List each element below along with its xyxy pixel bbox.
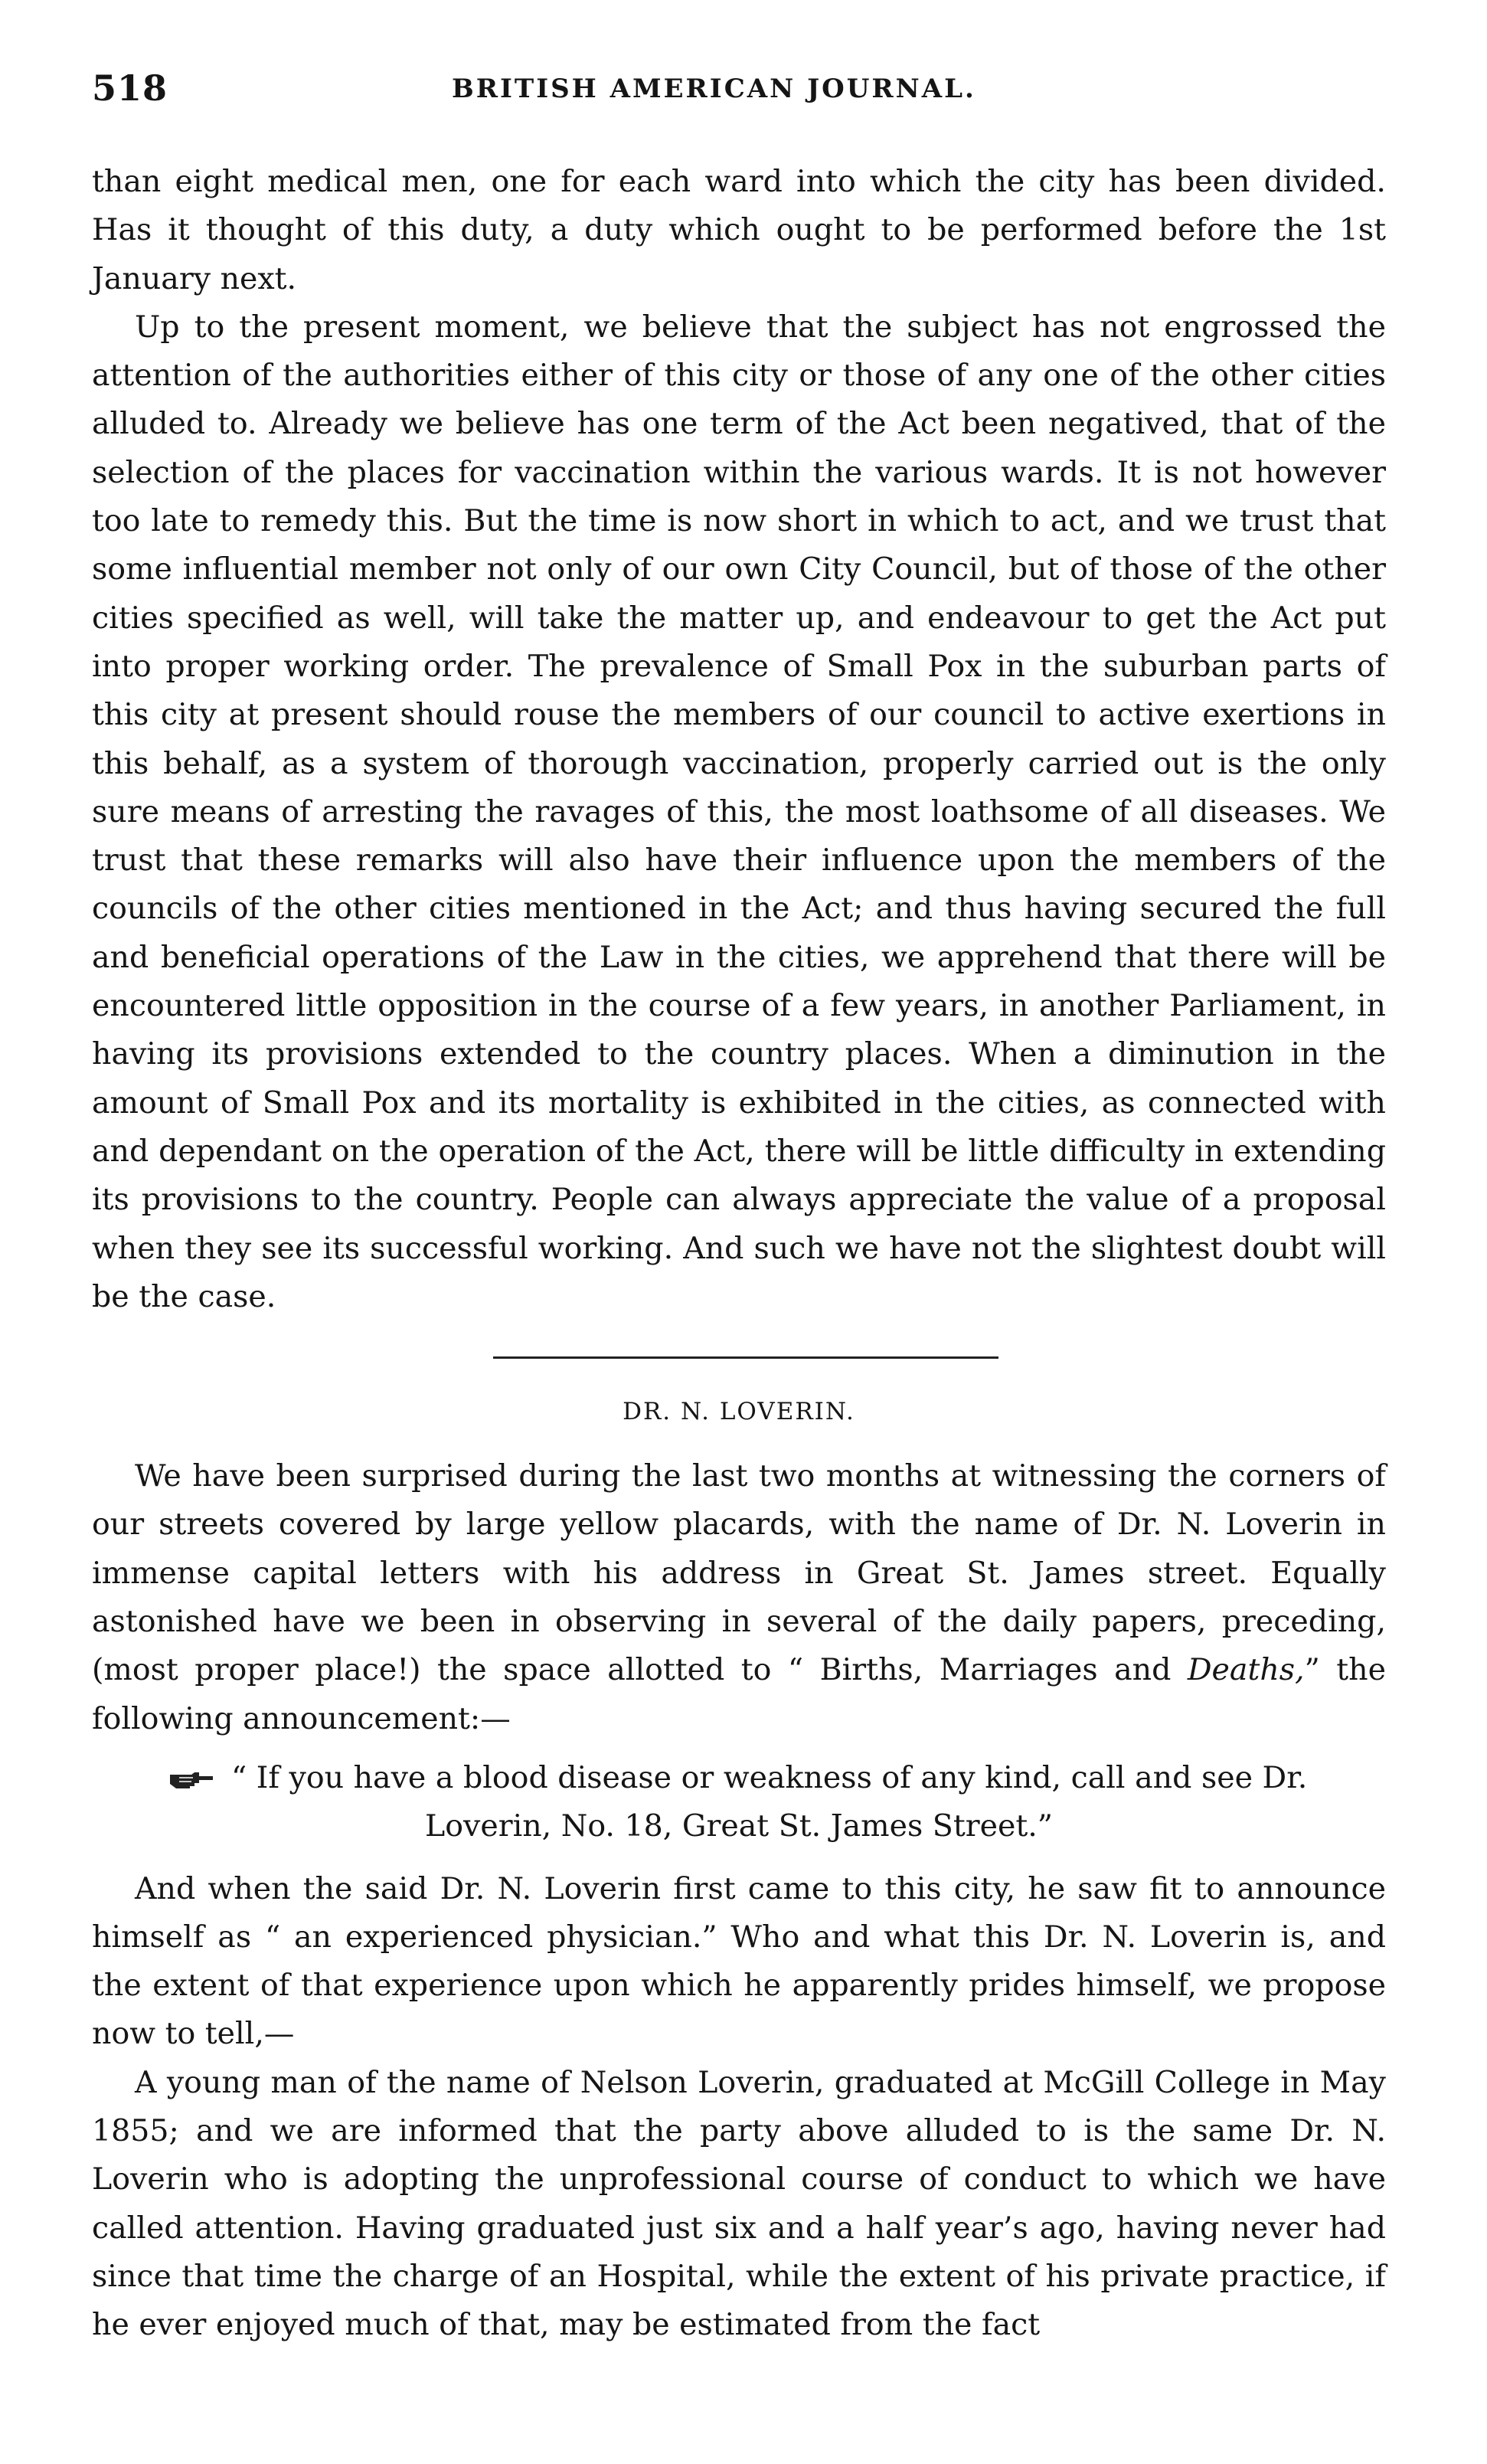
page-number: 518: [92, 67, 168, 109]
announcement-line-2: Loverin, No. 18, Great St. James Street.”: [425, 1808, 1053, 1844]
announcement-line-1-wrap: [123, 1754, 1355, 1802]
section-paragraph-2: And when the said Dr. N. Loverin first came to this city, he saw fit to announce himself as “ an experienced physician.” Who and what this Dr. N. Loverin is, and the extent of that experience upon which he apparently prides himself, we propose now to tell,—: [92, 1870, 1386, 2052]
section-paragraph-1-tail: ” the following announcement:—: [92, 1652, 1386, 1736]
journal-title: BRITISH AMERICAN JOURNAL.: [452, 74, 976, 104]
continuation-paragraph-2: Up to the present moment, we believe that the subject has not engrossed the attention of the authorities either of this city or those of any one of the other cities alluded to. Already we believe has one term of the Act been negatived, that of the selection of the places for vaccination within the various wards. It is not however too late to remedy this. But the time is now short in which to act, and we trust that some influential member not only of our own City Council, but of those of the other cities specified as well, will take the matter up, and endeavour to get the Act put into proper working order. The prevalence of Small Pox in the suburban parts of this city at present should rouse the members of our council to active exertions in this behalf, as a system of thorough vaccination, properly carried out is the only sure means of arresting the ravages of this, the most loathsome of all diseases. We trust that these remarks will also have their influence upon the members of the councils of the other cities mentioned in the Act; and thus having secured the full and beneficial operations of the Law in the cities, we apprehend that there will be encountered little opposition in the course of a few years, in another Parliament, in having its provisions extended to the country places. When a diminution in the amount of Small Pox and its mortality is exhibited in the cities, as connected with and dependant on the operation of the Act, there will be little difficulty in extending its provisions to the country. People can always appreciate the value of a proposal when they see its successful working. And such we have not the slightest doubt will be the case.: [92, 309, 1386, 1314]
announcement-line-1: “ If you have a blood disease or weakness of any kind, call and see Dr.: [231, 1759, 1308, 1795]
pointing-hand-icon: [168, 1770, 214, 1790]
section-heading: DR. N. LOVERIN.: [623, 1398, 855, 1426]
running-head: [92, 67, 1386, 113]
continuation-paragraph-1: than eight medical men, one for each ward into which the city has been divided. Has it thought of this duty, a duty which ought to be performed before the 1st January next.: [92, 164, 1386, 296]
article-body: [92, 158, 1386, 2349]
announcement-quote: [92, 1754, 1386, 1851]
section-paragraph-1: [92, 1452, 1386, 1743]
section-paragraph-3: A young man of the name of Nelson Loverin, graduated at McGill College in May 1855; and we are informed that the party above alluded to is the same Dr. N. Loverin who is adopting the unprofessional course of conduct to which we have called attention. Having graduated just six and a half year’s ago, having never had since that time the charge of an Hospital, while the extent of his private practice, if he ever enjoyed much of that, may be estimated from the fact: [92, 2064, 1386, 2343]
section-divider: [493, 1356, 998, 1359]
section-paragraph-1-italic: Deaths,: [1187, 1652, 1305, 1688]
section-paragraph-1-text: We have been surprised during the last two months at witnessing the corners of our streets covered by large yellow placards, with the name of Dr. N. Loverin in immense capital letters with his address in Great St. James street. Equally astonished have we been in observing in several of the daily papers, preceding, (most proper place!) the space allotted to “ Births, Marriages and: [92, 1458, 1386, 1688]
